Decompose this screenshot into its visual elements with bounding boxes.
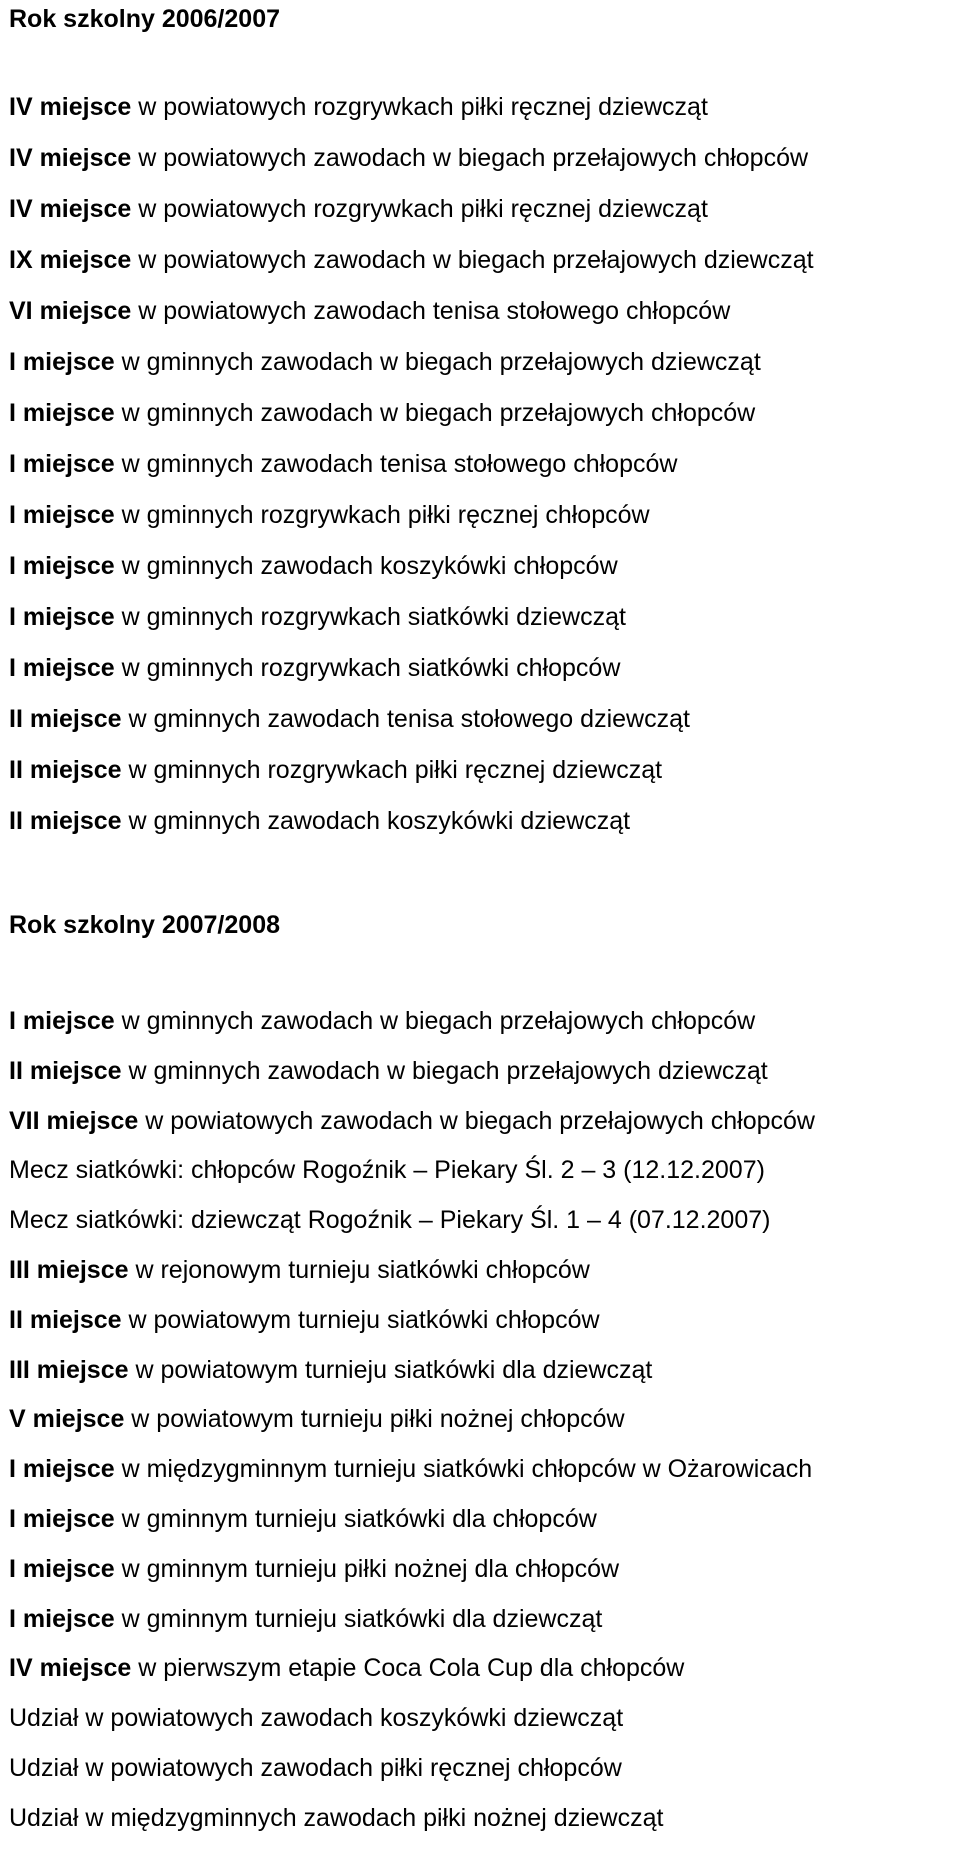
list-item <box>9 1803 815 1833</box>
placement-label: IV miejsce <box>9 1654 132 1683</box>
list-item <box>9 1106 815 1136</box>
placement-label: II miejsce <box>9 1305 122 1334</box>
list-item <box>9 449 814 479</box>
placement-label: V miejsce <box>9 1405 125 1434</box>
list-item <box>9 1504 815 1534</box>
entry-text: w powiatowym turnieju siatkówki dla dziewcząt <box>128 1355 653 1384</box>
entry-text: w gminnych zawodach koszykówki chłopców <box>114 552 618 580</box>
entry-text: w gminnych rozgrywkach siatkówki dziewcząt <box>114 603 626 631</box>
placement-label: VI miejsce <box>9 297 132 325</box>
list-item <box>9 245 814 275</box>
section-title-2007-2008: Rok szkolny 2007/2008 <box>9 911 280 939</box>
placement-label: IV miejsce <box>9 195 132 223</box>
list-item <box>9 653 814 683</box>
list-item <box>9 398 814 428</box>
placement-label: I miejsce <box>9 399 115 427</box>
list-item <box>9 551 814 581</box>
placement-label: I miejsce <box>9 1604 115 1633</box>
entry-text: w gminnych zawodach w biegach przełajowych dziewcząt <box>121 1056 768 1085</box>
entry-text: w gminnych rozgrywkach siatkówki chłopców <box>114 654 621 682</box>
placement-label: II miejsce <box>9 1056 122 1085</box>
list-item <box>9 194 814 224</box>
placement-label: I miejsce <box>9 1554 115 1583</box>
placement-label: I miejsce <box>9 501 115 529</box>
entry-text: w gminnych zawodach tenisa stołowego dziewcząt <box>121 705 690 733</box>
entry-text: w gminnym turnieju siatkówki dla dziewcząt <box>114 1604 603 1633</box>
list-item <box>9 296 814 326</box>
list-item <box>9 1703 815 1733</box>
list-item <box>9 1305 815 1335</box>
entry-text: w powiatowym turnieju siatkówki chłopców <box>121 1305 600 1334</box>
entry-text: w powiatowych zawodach w biegach przełajowych dziewcząt <box>131 246 814 274</box>
placement-label: I miejsce <box>9 348 115 376</box>
list-item <box>9 1604 815 1634</box>
entry-text: w powiatowym turnieju piłki nożnej chłopców <box>124 1405 625 1434</box>
entry-text: Udział w powiatowych zawodach koszykówki dziewcząt <box>9 1704 624 1733</box>
list-item <box>9 806 814 836</box>
entry-text: w gminnych zawodach w biegach przełajowych dziewcząt <box>114 348 761 376</box>
entry-text: w pierwszym etapie Coca Cola Cup dla chłopców <box>131 1654 685 1683</box>
placement-label: I miejsce <box>9 1455 115 1484</box>
list-item <box>9 602 814 632</box>
placement-label: I miejsce <box>9 603 115 631</box>
entry-text: w gminnym turnieju siatkówki dla chłopców <box>114 1504 597 1533</box>
entry-text: w gminnych rozgrywkach piłki ręcznej dziewcząt <box>121 756 663 784</box>
list-item <box>9 347 814 377</box>
list-item <box>9 1653 815 1683</box>
entry-text: w międzygminnym turnieju siatkówki chłopców w Ożarowicach <box>114 1455 813 1484</box>
list-item <box>9 1404 815 1434</box>
entry-text: w gminnych zawodach tenisa stołowego chłopców <box>114 450 678 478</box>
entry-text: w gminnych zawodach w biegach przełajowych chłopców <box>114 399 756 427</box>
entry-text: w gminnych zawodach w biegach przełajowych chłopców <box>114 1007 756 1035</box>
entry-text: Udział w międzygminnych zawodach piłki nożnej dziewcząt <box>9 1803 664 1832</box>
list-item <box>9 755 814 785</box>
entry-text: w gminnych zawodach koszykówki dziewcząt <box>121 807 631 835</box>
entry-text: w powiatowych rozgrywkach piłki ręcznej dziewcząt <box>131 93 708 121</box>
placement-label: I miejsce <box>9 552 115 580</box>
achievements-list-2006-2007 <box>9 92 814 857</box>
placement-label: III miejsce <box>9 1355 129 1384</box>
placement-label: IV miejsce <box>9 93 132 121</box>
list-item <box>9 1155 815 1185</box>
placement-label: I miejsce <box>9 1007 115 1035</box>
list-item <box>9 1205 815 1235</box>
entry-text: Udział w powiatowych zawodach piłki ręcznej chłopców <box>9 1753 622 1782</box>
entry-text: w gminnych rozgrywkach piłki ręcznej chłopców <box>114 501 650 529</box>
list-item <box>9 704 814 734</box>
entry-text: w powiatowych zawodach w biegach przełajowych chłopców <box>138 1106 815 1135</box>
placement-label: II miejsce <box>9 807 122 835</box>
placement-label: VII miejsce <box>9 1106 139 1135</box>
list-item <box>9 1355 815 1385</box>
entry-text: w powiatowych zawodach tenisa stołowego chłopców <box>131 297 731 325</box>
list-item <box>9 143 814 173</box>
placement-label: I miejsce <box>9 450 115 478</box>
placement-label: II miejsce <box>9 756 122 784</box>
list-item <box>9 1006 815 1036</box>
entry-text: w rejonowym turnieju siatkówki chłopców <box>128 1255 590 1284</box>
entry-text: Mecz siatkówki: chłopców Rogoźnik – Piekary Śl. 2 – 3 (12.12.2007) <box>9 1156 765 1185</box>
list-item <box>9 1255 815 1285</box>
list-item <box>9 1753 815 1783</box>
section-title-2006-2007: Rok szkolny 2006/2007 <box>9 5 280 33</box>
placement-label: I miejsce <box>9 1504 115 1533</box>
achievements-list-2007-2008 <box>9 1006 815 1853</box>
list-item <box>9 1056 815 1086</box>
entry-text: w powiatowych rozgrywkach piłki ręcznej dziewcząt <box>131 195 708 223</box>
entry-text: w gminnym turnieju piłki nożnej dla chłopców <box>114 1554 620 1583</box>
placement-label: IV miejsce <box>9 144 132 172</box>
placement-label: IX miejsce <box>9 246 132 274</box>
list-item <box>9 500 814 530</box>
placement-label: III miejsce <box>9 1255 129 1284</box>
list-item <box>9 1554 815 1584</box>
entry-text: w powiatowych zawodach w biegach przełajowych chłopców <box>131 144 809 172</box>
list-item <box>9 92 814 122</box>
list-item <box>9 1454 815 1484</box>
entry-text: Mecz siatkówki: dziewcząt Rogoźnik – Piekary Śl. 1 – 4 (07.12.2007) <box>9 1206 771 1235</box>
placement-label: I miejsce <box>9 654 115 682</box>
placement-label: II miejsce <box>9 705 122 733</box>
